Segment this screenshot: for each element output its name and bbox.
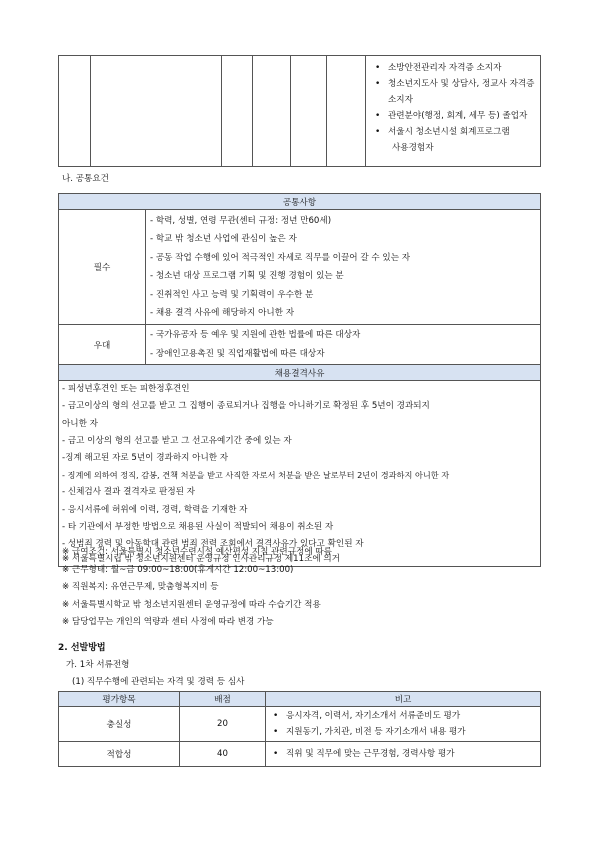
note-item: ※ 서울특별시학교 밖 청소년지원센터 운영규정에 따라 수습기간 적용: [62, 599, 321, 610]
list-item: • 응시자격, 이력서, 자기소개서 서류준비도 평가: [268, 708, 538, 724]
list-item: - 응시서류에 허위에 이력, 경력, 학력을 기재한 자: [62, 504, 248, 515]
qualification-cell: [366, 56, 541, 167]
list-item: - 학교 밖 청소년 사업에 관심이 높은 자: [150, 234, 297, 245]
list-item: 아니한 자: [62, 418, 98, 429]
table-row: [59, 742, 541, 767]
subsection-item: (1) 직무수행에 관련되는 자격 및 경력 등 심사: [72, 677, 245, 687]
preferred-label: 우대: [59, 325, 146, 365]
disqualification-items: [59, 381, 541, 567]
list-item: - 징계에 의하여 정직, 감봉, 견책 처분을 받고 사직한 자로서 처분을 받은 날로부터 2년이 경과하지 아니한 자: [62, 470, 450, 481]
list-item: - 신체검사 결과 결격자로 판정된 자: [62, 487, 195, 498]
list-item: - 금고 이상의 형의 선고를 받고 그 선고유예기간 중에 있는 자: [62, 435, 292, 446]
column-header: 평가항목: [59, 692, 180, 707]
list-item: - 국가유공자 등 예우 및 지원에 관한 법률에 따른 대상자: [150, 330, 361, 341]
table-header-row: [59, 692, 541, 707]
list-item: - 청소년 대상 프로그램 기획 및 진행 경험이 있는 분: [150, 271, 344, 282]
column-header: 비고: [266, 692, 541, 707]
list-item: - 타 기관에서 부정한 방법으로 채용된 사실이 적발되어 채용이 취소된 자: [62, 521, 334, 532]
list-item: ※ 서울특별시립 밖 청소년지원센터 운영규정 인사관리규정 제11조에 의거: [62, 554, 341, 565]
eval-item: 충실성: [59, 707, 180, 742]
eval-item: 적합성: [59, 742, 180, 767]
section-heading-common: 나. 공통요건: [62, 174, 109, 184]
list-item: - 공동 작업 수행에 있어 적극적인 자세로 직무를 이끌어 갈 수 있는 자: [150, 252, 411, 263]
note-item: ※ 급여조건: 서울특별시 청소년수련시설 예산편성 지침 관련규정에 따름: [62, 547, 332, 557]
list-item: • 관련분야(행정, 회계, 세무 등) 졸업자: [370, 108, 536, 124]
common-requirements-table: [58, 193, 541, 567]
column-header: 배점: [180, 692, 266, 707]
common-header: 공통사항: [59, 194, 541, 210]
eval-score: 20: [180, 707, 266, 742]
evaluation-table: [58, 691, 541, 767]
list-item-continuation: 사용경험자: [392, 143, 434, 153]
list-item: - 피성년후견인 또는 피한정후견인: [62, 384, 190, 395]
continued-requirements-table: [58, 55, 541, 167]
eval-notes: [268, 708, 538, 740]
qualification-list: [370, 60, 536, 156]
list-item: - 채용 결격 사유에 해당하지 아니한 자: [150, 308, 295, 319]
table-row: [59, 381, 541, 567]
required-items: [146, 210, 541, 325]
list-item: • 직위 및 직무에 맞는 근무경험, 경력사항 평가: [268, 746, 538, 762]
list-item: • 서울시 청소년시설 회계프로그램: [370, 124, 536, 140]
list-item: - 진취적인 사고 능력 및 기획력이 우수한 분: [150, 289, 314, 300]
required-label: 필수: [59, 210, 146, 325]
table-row: [59, 56, 541, 167]
note-item: ※ 직원복지: 유연근무제, 맞춤형복지비 등: [62, 582, 219, 593]
list-item-continuation: 소지자: [388, 95, 413, 105]
list-item: - 금고이상의 형의 선고를 받고 그 집행이 종료되거나 집행을 아니하기로 확정된 후 5년이 경과되지: [62, 401, 430, 412]
list-item: • 지원동기, 가치관, 비전 등 자기소개서 내용 평가: [268, 724, 538, 740]
list-item: -징계 해고된 자로 5년이 경과하지 아니한 자: [62, 453, 229, 464]
subsection-title: 가. 1차 서류전형: [66, 660, 130, 670]
table-header-row: [59, 365, 541, 381]
list-item: - 학력, 성별, 연령 무관(센터 규정: 정년 만60세): [150, 216, 332, 226]
table-row: [59, 325, 541, 365]
preferred-items: [146, 325, 541, 365]
table-header-row: [59, 194, 541, 210]
section-title: 2. 선발방법: [58, 643, 106, 653]
list-item: • 소방안전관리자 자격증 소지자: [370, 60, 536, 76]
note-item: ※ 근무형태: 월~금 09:00~18:00(휴게시간 12:00~13:00): [62, 564, 294, 575]
list-item: • 청소년지도사 및 상담사, 정교사 자격증: [370, 76, 536, 92]
list-item: - 성범죄 경력 및 아동학대 관련 범죄 전력 조회에서 결격사유가 있다고 확인된 자: [62, 539, 364, 550]
list-item: - 장애인고용촉진 및 직업재활법에 따른 대상자: [150, 348, 325, 359]
note-item: ※ 담당업무는 개인의 역량과 센터 사정에 따라 변경 가능: [62, 617, 274, 628]
eval-score: 40: [180, 742, 266, 767]
table-row: [59, 707, 541, 742]
table-row: [59, 210, 541, 325]
disqualification-header: 채용결격사유: [59, 365, 541, 381]
eval-notes: [268, 746, 538, 762]
notes-list: [62, 544, 332, 632]
